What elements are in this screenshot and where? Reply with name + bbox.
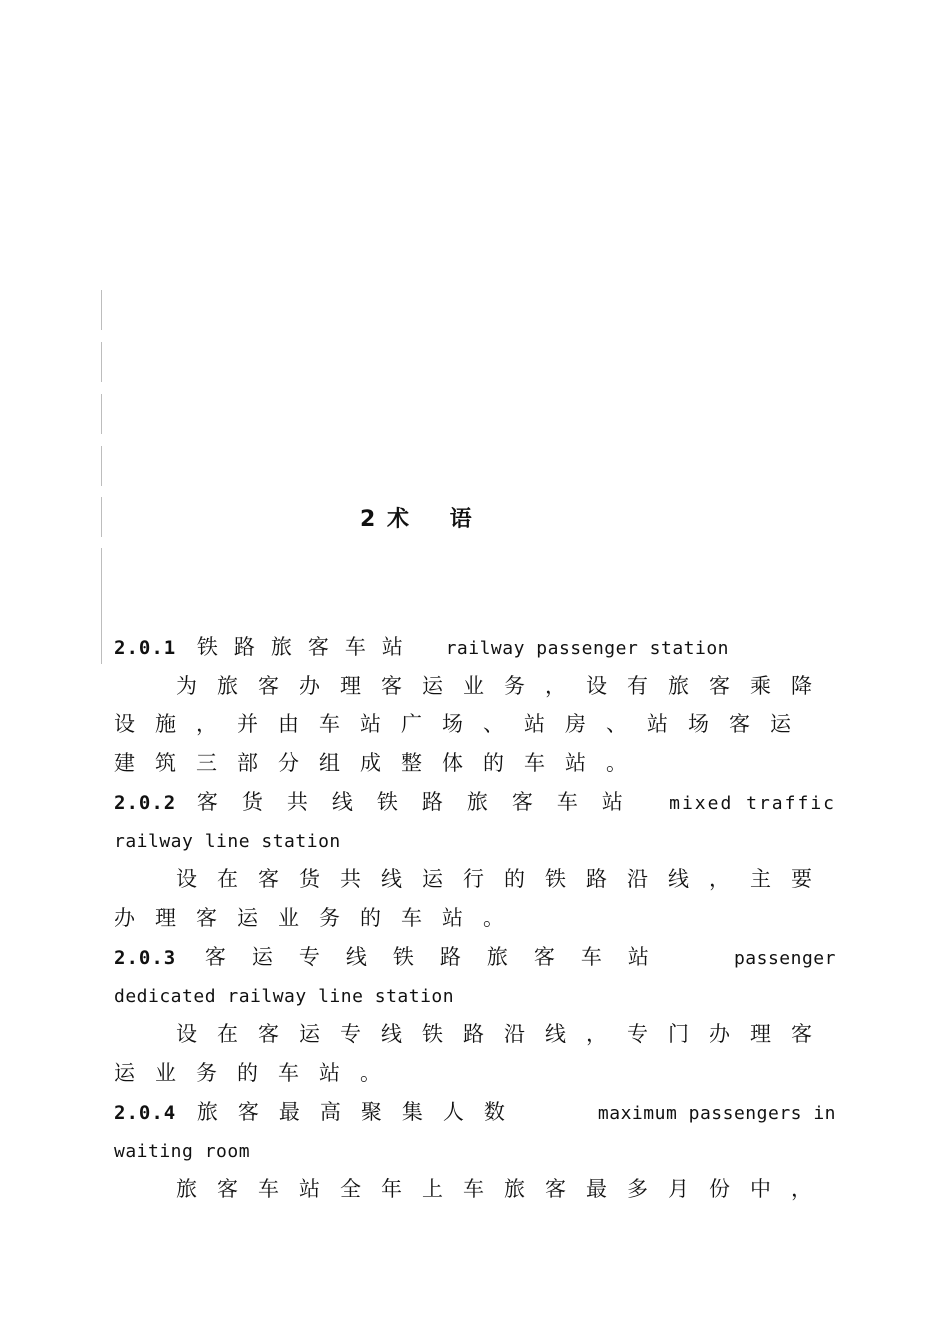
term-definition-line: 设在客货共线运行的铁路沿线，主要 xyxy=(176,867,832,891)
term-english: mixed traffic xyxy=(669,793,836,814)
term-definition-line: 旅客车站全年上车旅客最多月份中， xyxy=(176,1177,832,1201)
term-number: 2.0.1 xyxy=(114,637,177,659)
term-definition-line: 办理客运业务的车站。 xyxy=(114,906,524,930)
term-chinese: 客运专线铁路旅客车站 xyxy=(204,945,675,969)
term-definition-line: 设在客运专线铁路沿线，专门办理客 xyxy=(176,1022,832,1046)
term-definition-line: 为旅客办理客运业务，设有旅客乘降 xyxy=(176,674,832,698)
term-number: 2.0.2 xyxy=(114,792,177,814)
term-english: railway passenger station xyxy=(445,638,730,659)
term-english-continued: dedicated railway line station xyxy=(114,986,455,1007)
term-heading xyxy=(114,628,836,667)
term-chinese: 客货共线铁路旅客车站 xyxy=(196,790,647,814)
term-definition-line: 设施，并由车站广场、站房、站场客运 xyxy=(114,712,811,736)
term-heading xyxy=(114,783,836,822)
term-chinese: 铁路旅客车站 xyxy=(196,635,419,659)
margin-rule xyxy=(101,548,102,664)
term-heading xyxy=(114,1093,836,1132)
margin-rule xyxy=(101,290,102,330)
term-number: 2.0.4 xyxy=(114,1102,177,1124)
chapter-title: 2 术 语 xyxy=(360,507,474,532)
term-english: passenger xyxy=(733,948,836,969)
term-number: 2.0.3 xyxy=(114,947,177,969)
margin-rule xyxy=(101,446,102,486)
term-chinese: 旅客最高聚集人数 xyxy=(196,1100,525,1124)
term-english-continued: railway line station xyxy=(114,831,341,852)
term-definition-line: 建筑三部分组成整体的车站。 xyxy=(114,751,647,775)
term-english-continued: waiting room xyxy=(114,1141,251,1162)
term-definition-line: 运业务的车站。 xyxy=(114,1061,401,1085)
term-heading xyxy=(114,938,836,977)
margin-rule xyxy=(101,497,102,537)
margin-rule xyxy=(101,394,102,434)
term-english: maximum passengers in xyxy=(597,1103,836,1124)
margin-rule xyxy=(101,342,102,382)
